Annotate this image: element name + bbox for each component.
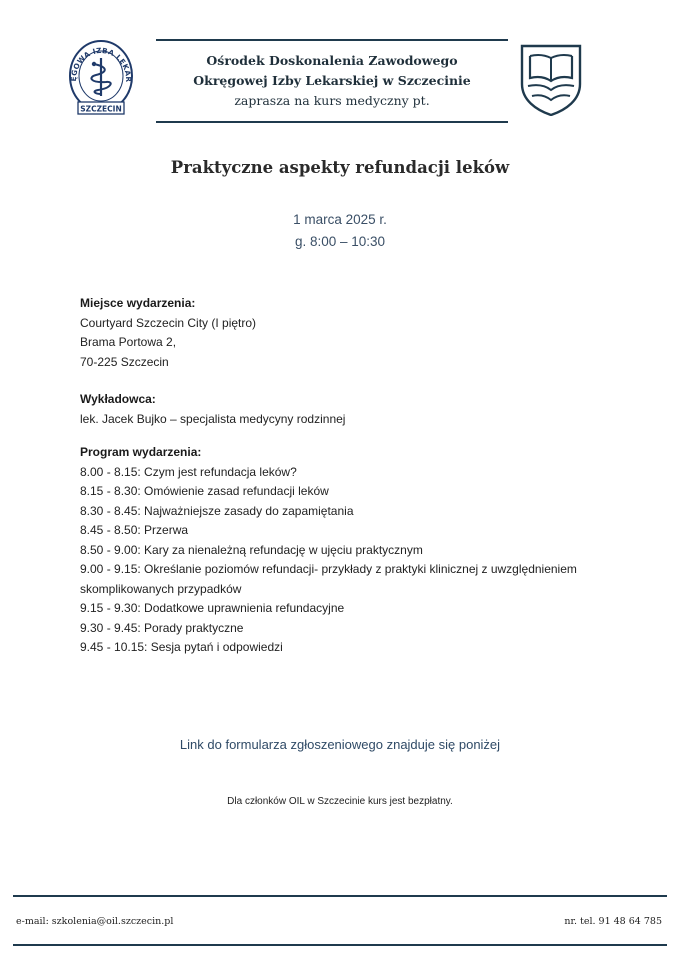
program-item: 8.00 - 8.15: Czym jest refundacja leków? bbox=[80, 464, 297, 479]
program-item: 8.45 - 8.50: Przerwa bbox=[80, 523, 189, 537]
program-item: 8.50 - 9.00: Kary za nienależną refundację w ujęciu praktycznym bbox=[80, 542, 423, 557]
location-line: Courtyard Szczecin City (I piętro) bbox=[80, 315, 257, 330]
program-item: 9.30 - 9.45: Porady praktyczne bbox=[80, 620, 244, 635]
oil-seal-logo bbox=[68, 36, 134, 120]
organizer-line-3: zaprasza na kurs medyczny pt. bbox=[234, 93, 430, 108]
program-item: 9.45 - 10.15: Sesja pytań i odpowiedzi bbox=[80, 640, 283, 654]
course-date: 1 marca 2025 r. bbox=[293, 212, 387, 227]
organizer-header bbox=[156, 39, 508, 123]
registration-link-note: Link do formularza zgłoszeniowego znajduje się poniżej bbox=[179, 737, 501, 752]
footer-email: e-mail: szkolenia@oil.szczecin.pl bbox=[16, 916, 174, 927]
program-item: 9.00 - 9.15: Określanie poziomów refundacji- przykłady z praktyki klinicznej z uwzględnieniem bbox=[80, 562, 577, 576]
location-line: Brama Portowa 2, bbox=[80, 335, 177, 349]
organizer-line-1: Ośrodek Doskonalenia Zawodowego bbox=[206, 53, 458, 68]
program-item-continuation: skomplikowanych przypadków bbox=[80, 581, 242, 596]
course-date-block bbox=[0, 209, 680, 253]
open-book-shield-icon bbox=[520, 44, 582, 116]
footer-divider-bottom bbox=[13, 944, 667, 946]
location-line: 70-225 Szczecin bbox=[80, 354, 169, 369]
seal-banner-text: SZCZECIN bbox=[80, 104, 122, 114]
program-item: 8.30 - 8.45: Najważniejsze zasady do zapamiętania bbox=[80, 503, 354, 518]
event-details bbox=[80, 294, 620, 658]
footer-phone: nr. tel. 91 48 64 785 bbox=[564, 916, 662, 927]
program-heading: Program wydarzenia: bbox=[80, 445, 202, 459]
location-heading: Miejsce wydarzenia: bbox=[80, 296, 196, 310]
program-item: 8.15 - 8.30: Omówienie zasad refundacji leków bbox=[80, 484, 329, 498]
course-title: Praktyczne aspekty refundacji leków bbox=[170, 158, 510, 177]
organizer-line-2: Okręgowej Izby Lekarskiej w Szczecinie bbox=[193, 73, 471, 88]
course-time: g. 8:00 – 10:30 bbox=[294, 234, 386, 249]
lecturer-heading: Wykładowca: bbox=[80, 392, 156, 406]
seal-ring-text: ĘGOWA IZBA LEKAR bbox=[68, 45, 134, 83]
free-for-members-note: Dla członków OIL w Szczecinie kurs jest bezpłatny. bbox=[227, 796, 453, 807]
footer-divider-top bbox=[13, 895, 667, 897]
program-item: 9.15 - 9.30: Dodatkowe uprawnienia refundacyjne bbox=[80, 601, 345, 615]
lecturer-name: lek. Jacek Bujko – specjalista medycyny rodzinnej bbox=[80, 411, 346, 426]
